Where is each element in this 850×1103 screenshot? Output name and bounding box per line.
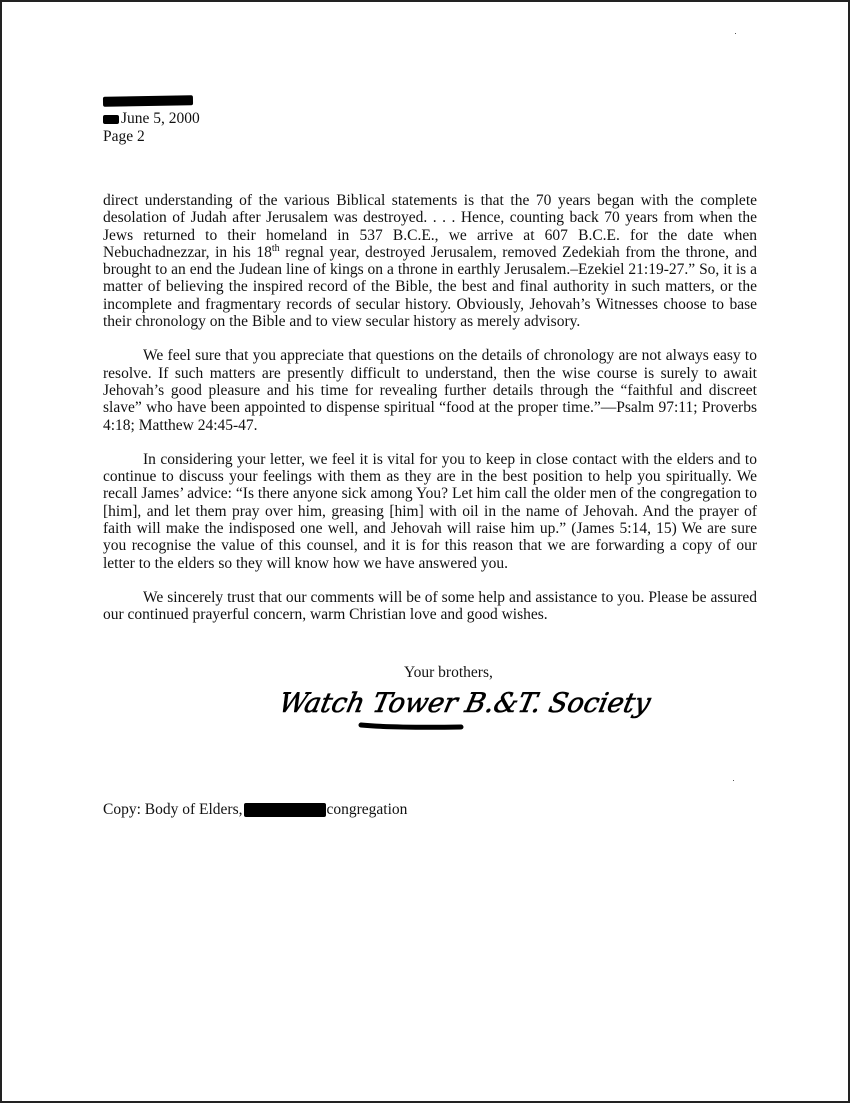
signature-image xyxy=(276,678,654,738)
scan-speck xyxy=(733,780,734,781)
paragraph-3: In considering your letter, we feel it is vital for you to keep in close contact with the elders and to continue to discuss your feelings with them as they are in the best position to help you spiritually. We recall James’ advice: “Is there anyone sick among You? Let him call the older men of the congregation to [him], and let them pray over him, greasing [him] with oil in the name of Jehovah. And the prayer of faith will make the indisposed one well, and Jehovah will raise him up.” (James 5:14, 15) We are sure you recognise the value of this counsel, and it is for this reason that we are forwarding a copy of our letter to the elders so they will know how we have answered you. xyxy=(103,450,757,572)
copy-prefix: Copy: Body of Elders, xyxy=(103,801,243,818)
letter-body xyxy=(103,192,757,641)
redacted-name-line xyxy=(103,92,200,110)
paragraph-1: direct understanding of the various Biblical statements is that the 70 years began with the complete desolation of Judah after Jerusalem was destroyed. . . . Hence, counting back 70 years from when the Jews returned to their homeland in 537 B.C.E., we arrive at 607 B.C.E. for the date when Nebuchadnezzar, in his 18th regnal year, destroyed Jerusalem, removed Zedekiah from the throne, and brought to an end the Judean line of kings on a throne in earthly Jerusalem.–Ezekiel 21:19-27.” So, it is a matter of believing the inspired record of the Bible, the best and final authority in such matters, or the incomplete and fragmentary records of secular history. Obviously, Jehovah’s Witnesses choose to base their chronology on the Bible and to view secular history as merely advisory. xyxy=(103,192,757,331)
redaction-bar xyxy=(103,96,193,108)
redaction-bar xyxy=(244,803,326,817)
letter-date: June 5, 2000 xyxy=(121,110,200,127)
copy-line xyxy=(103,801,407,819)
redaction-bar xyxy=(103,115,119,124)
paragraph-4: We sincerely trust that our comments will be of some help and assistance to you. Please be assured our continued prayerful concern, warm Christian love and good wishes. xyxy=(103,588,757,624)
paragraph-2: We feel sure that you appreciate that questions on the details of chronology are not always easy to resolve. If such matters are presently difficult to understand, then the wise course is surely to await Jehovah’s good pleasure and his time for revealing further details through the “faithful and discreet slave” who have been appointed to dispense spiritual “food at the proper time.”—Psalm 97:11; Proverbs 4:18; Matthew 24:45-47. xyxy=(103,347,757,434)
closing-salutation: Your brothers, xyxy=(404,664,493,681)
date-line xyxy=(103,110,200,128)
copy-suffix: congregation xyxy=(326,801,408,818)
letter-header xyxy=(103,92,200,146)
page-number: Page 2 xyxy=(103,128,145,145)
scan-speck xyxy=(735,33,736,34)
signature-redaction-mark xyxy=(361,725,461,727)
signature-text: Watch Tower B.&T. Society xyxy=(276,688,654,719)
